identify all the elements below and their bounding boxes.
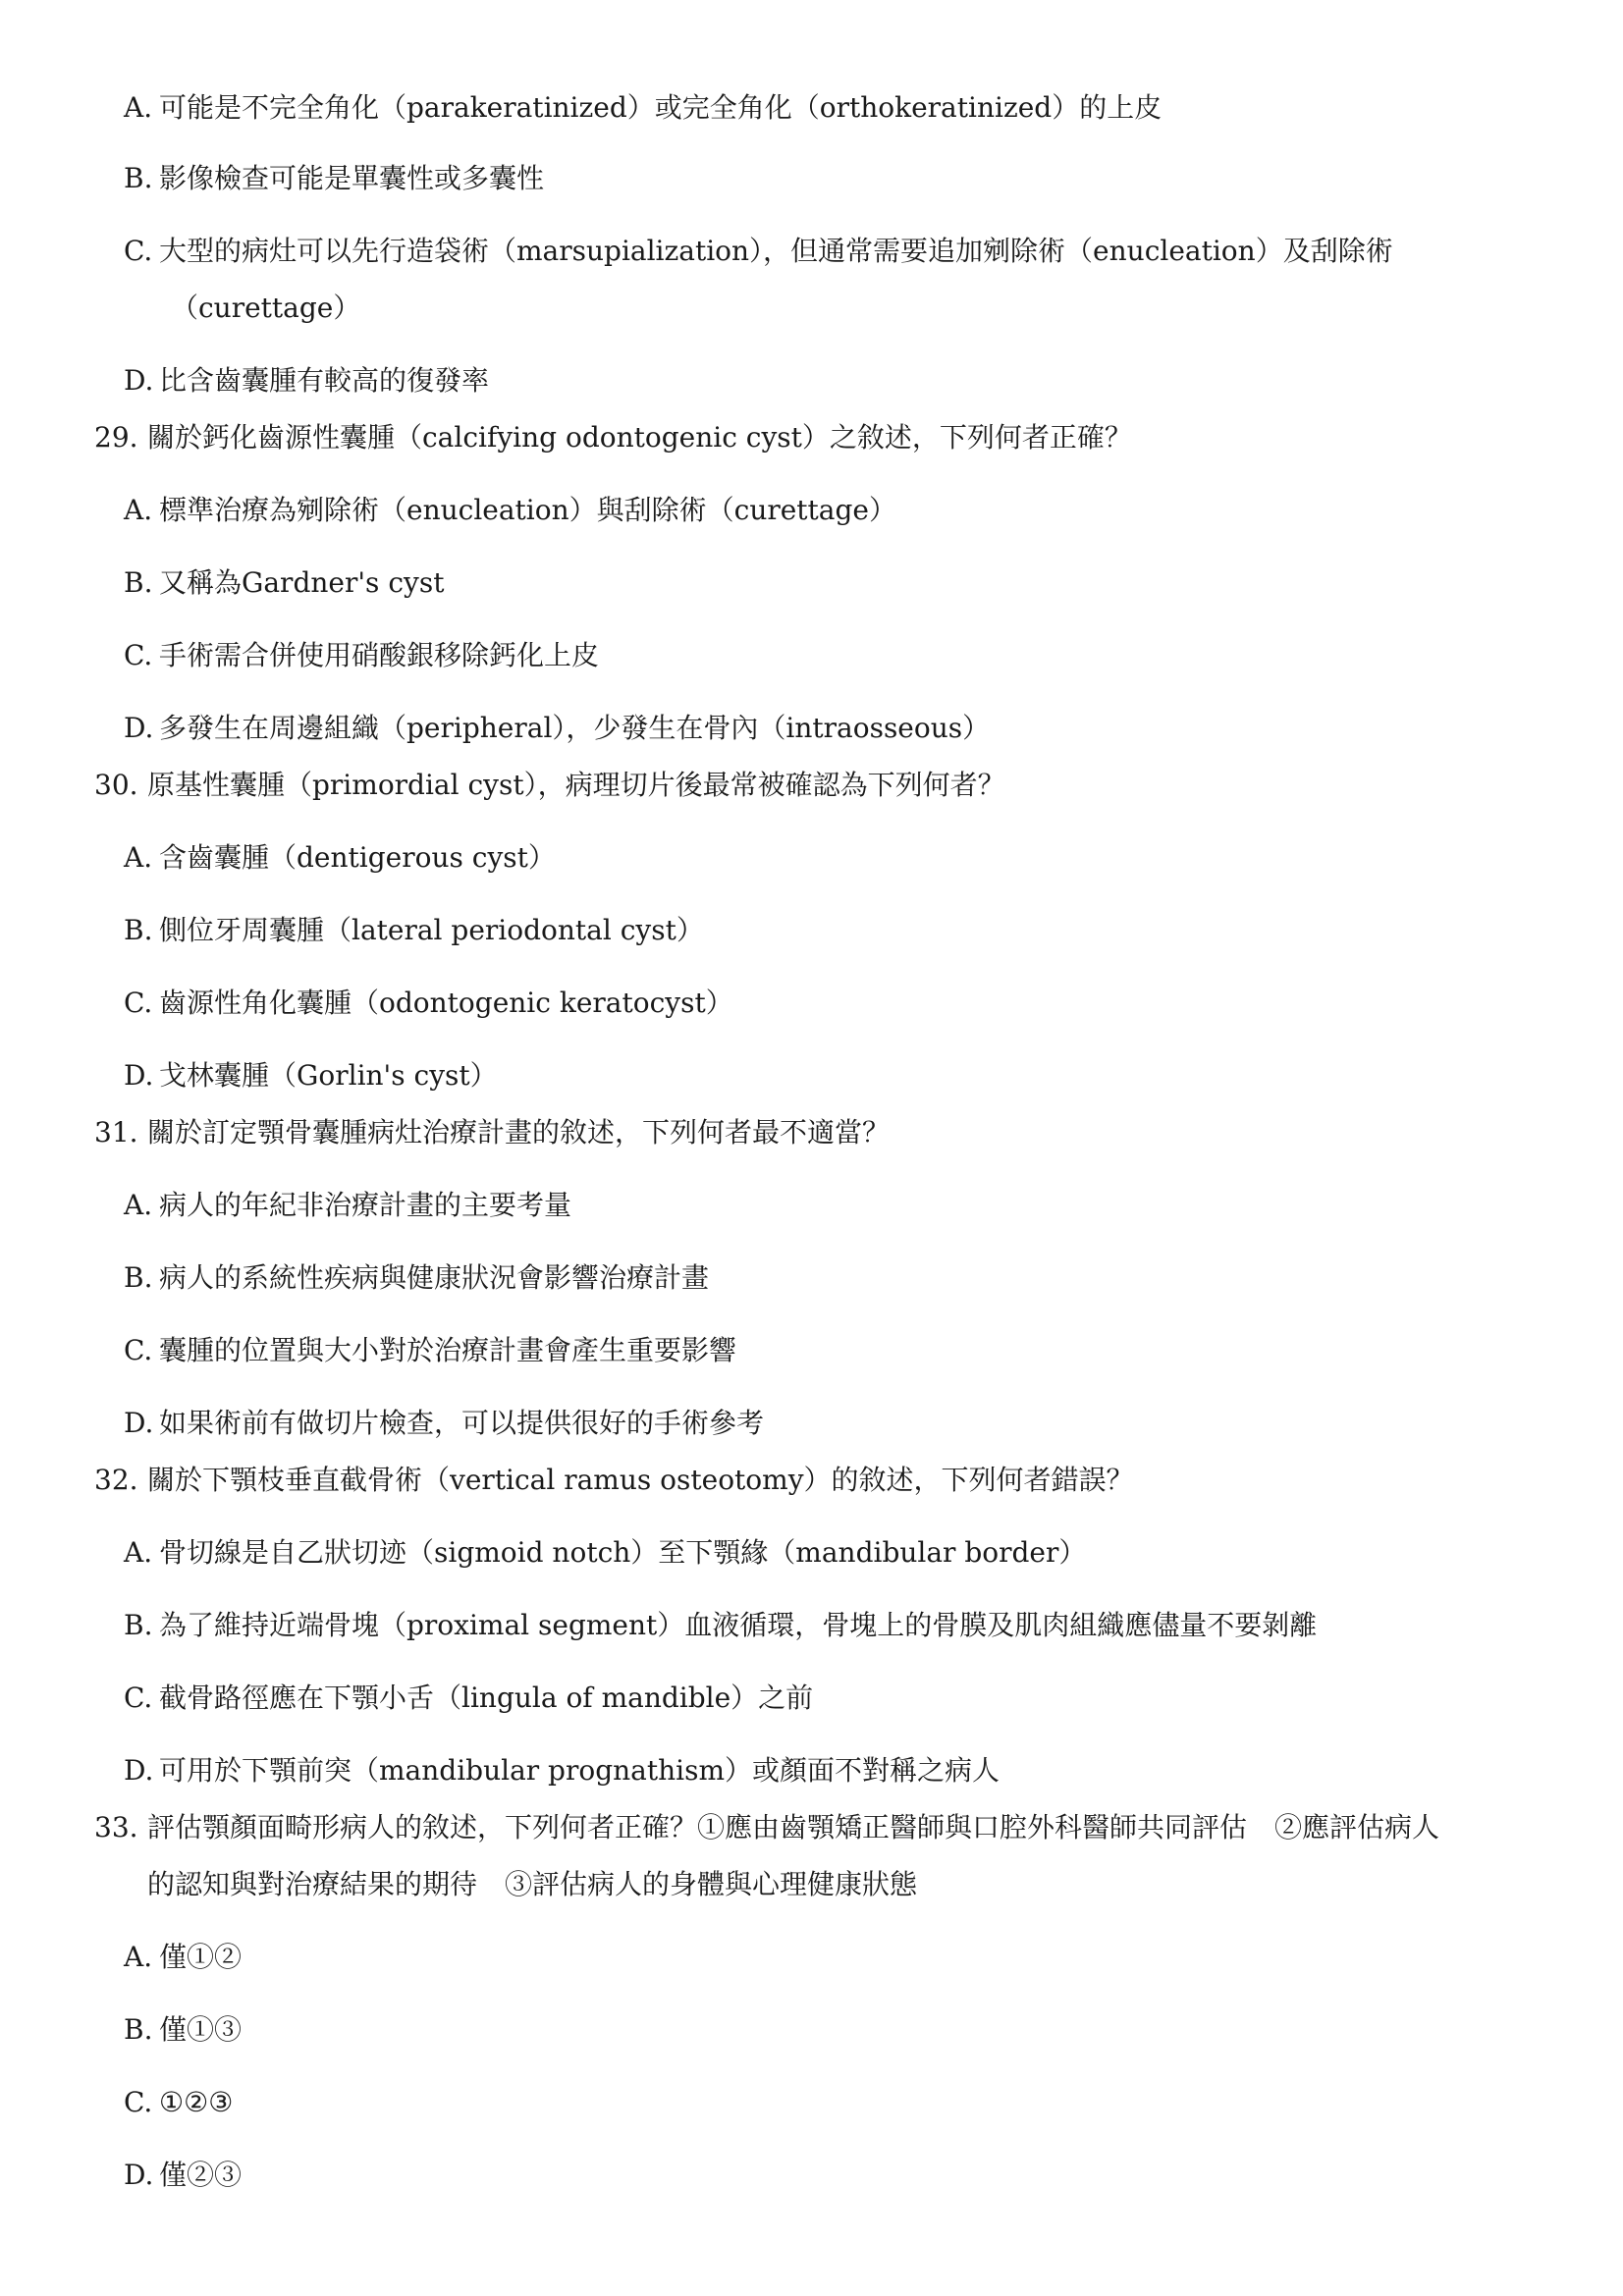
option-text: 側位牙周囊腫（lateral periodontal cyst） xyxy=(159,914,704,946)
option-text: 囊腫的位置與大小對於治療計畫會產生重要影響 xyxy=(159,1334,737,1366)
option-text: 多發生在周邊組織（peripheral），少發生在骨內（intraosseous） xyxy=(159,712,991,744)
option-text: 僅①③ xyxy=(159,2013,243,2046)
option-text: 可用於下顎前突（mandibular prognathism）或顏面不對稱之病人 xyxy=(159,1754,1001,1787)
question-text: 評估顎顏面畸形病人的敘述，下列何者正確？①應由齒顎矯正醫師與口腔外科醫師共同評估 ②應評估病人 xyxy=(147,1811,1440,1843)
option-text: 僅②③ xyxy=(159,2159,243,2191)
option-letter: A. xyxy=(124,1189,153,1221)
question-text: 原基性囊腫（primordial cyst），病理切片後最常被確認為下列何者？ xyxy=(147,769,1005,801)
option-letter: D. xyxy=(124,1407,154,1439)
question-text: 關於鈣化齒源性囊腫（calcifying odontogenic cyst）之敘述，下列何者正確？ xyxy=(147,421,1132,454)
option-text: ①②③ xyxy=(159,2086,234,2118)
option-text: 影像檢查可能是單囊性或多囊性 xyxy=(159,162,545,194)
question-number: 33. xyxy=(94,1811,138,1843)
option-text: 為了維持近端骨塊（proximal segment）血液循環，骨塊上的骨膜及肌肉組織應儘量不要剝離 xyxy=(159,1609,1318,1641)
option-letter: C. xyxy=(124,1334,153,1366)
option-letter: B. xyxy=(124,1609,153,1641)
question-number: 32. xyxy=(94,1464,138,1496)
option-text: 比含齒囊腫有較高的復發率 xyxy=(159,364,490,397)
question-number: 31. xyxy=(94,1116,138,1148)
option-text: 僅①② xyxy=(159,1941,243,1973)
option-text: 大型的病灶可以先行造袋術（marsupialization），但通常需要追加剜除術（enucleation）及刮除術 xyxy=(159,235,1393,267)
option-text: 如果術前有做切片檢查，可以提供很好的手術參考 xyxy=(159,1407,765,1439)
option-letter: D. xyxy=(124,1059,154,1092)
option-letter: C. xyxy=(124,987,153,1019)
option-letter: A. xyxy=(124,494,153,526)
option-letter: B. xyxy=(124,566,153,599)
option-text: 又稱為Gardner's cyst xyxy=(159,566,445,599)
option-letter: D. xyxy=(124,1754,154,1787)
option-letter: C. xyxy=(124,2086,153,2118)
option-letter: B. xyxy=(124,914,153,946)
option-text-continued: （curettage） xyxy=(171,292,361,324)
option-letter: D. xyxy=(124,2159,154,2191)
option-letter: D. xyxy=(124,712,154,744)
question-text: 關於下顎枝垂直截骨術（vertical ramus osteotomy）的敘述，下列何者錯誤？ xyxy=(147,1464,1134,1496)
question-text: 關於訂定顎骨囊腫病灶治療計畫的敘述，下列何者最不適當？ xyxy=(147,1116,891,1148)
option-text: 可能是不完全角化（parakeratinized）或完全角化（orthokeratinized）的上皮 xyxy=(159,91,1163,124)
option-text: 手術需合併使用硝酸銀移除鈣化上皮 xyxy=(159,639,600,671)
option-letter: A. xyxy=(124,1536,153,1569)
option-letter: C. xyxy=(124,235,153,267)
option-text: 骨切線是自乙狀切迹（sigmoid notch）至下顎緣（mandibular border） xyxy=(159,1536,1087,1569)
option-text: 病人的年紀非治療計畫的主要考量 xyxy=(159,1189,572,1221)
option-letter: C. xyxy=(124,639,153,671)
option-letter: C. xyxy=(124,1682,153,1714)
option-text: 病人的系統性疾病與健康狀況會影響治療計畫 xyxy=(159,1261,710,1294)
option-letter: B. xyxy=(124,162,153,194)
option-letter: A. xyxy=(124,91,153,124)
option-letter: B. xyxy=(124,2013,153,2046)
option-letter: A. xyxy=(124,1941,153,1973)
option-letter: B. xyxy=(124,1261,153,1294)
option-text: 齒源性角化囊腫（odontogenic keratocyst） xyxy=(159,987,733,1019)
question-number: 29. xyxy=(94,421,138,454)
option-text: 截骨路徑應在下顎小舌（lingula of mandible）之前 xyxy=(159,1682,814,1714)
question-text-continued: 的認知與對治療結果的期待 ③評估病人的身體與心理健康狀態 xyxy=(147,1868,918,1900)
option-text: 含齒囊腫（dentigerous cyst） xyxy=(159,841,556,874)
option-text: 戈林囊腫（Gorlin's cyst） xyxy=(159,1059,498,1092)
option-letter: D. xyxy=(124,364,154,397)
option-text: 標準治療為剜除術（enucleation）與刮除術（curettage） xyxy=(159,494,896,526)
option-letter: A. xyxy=(124,841,153,874)
question-number: 30. xyxy=(94,769,138,801)
